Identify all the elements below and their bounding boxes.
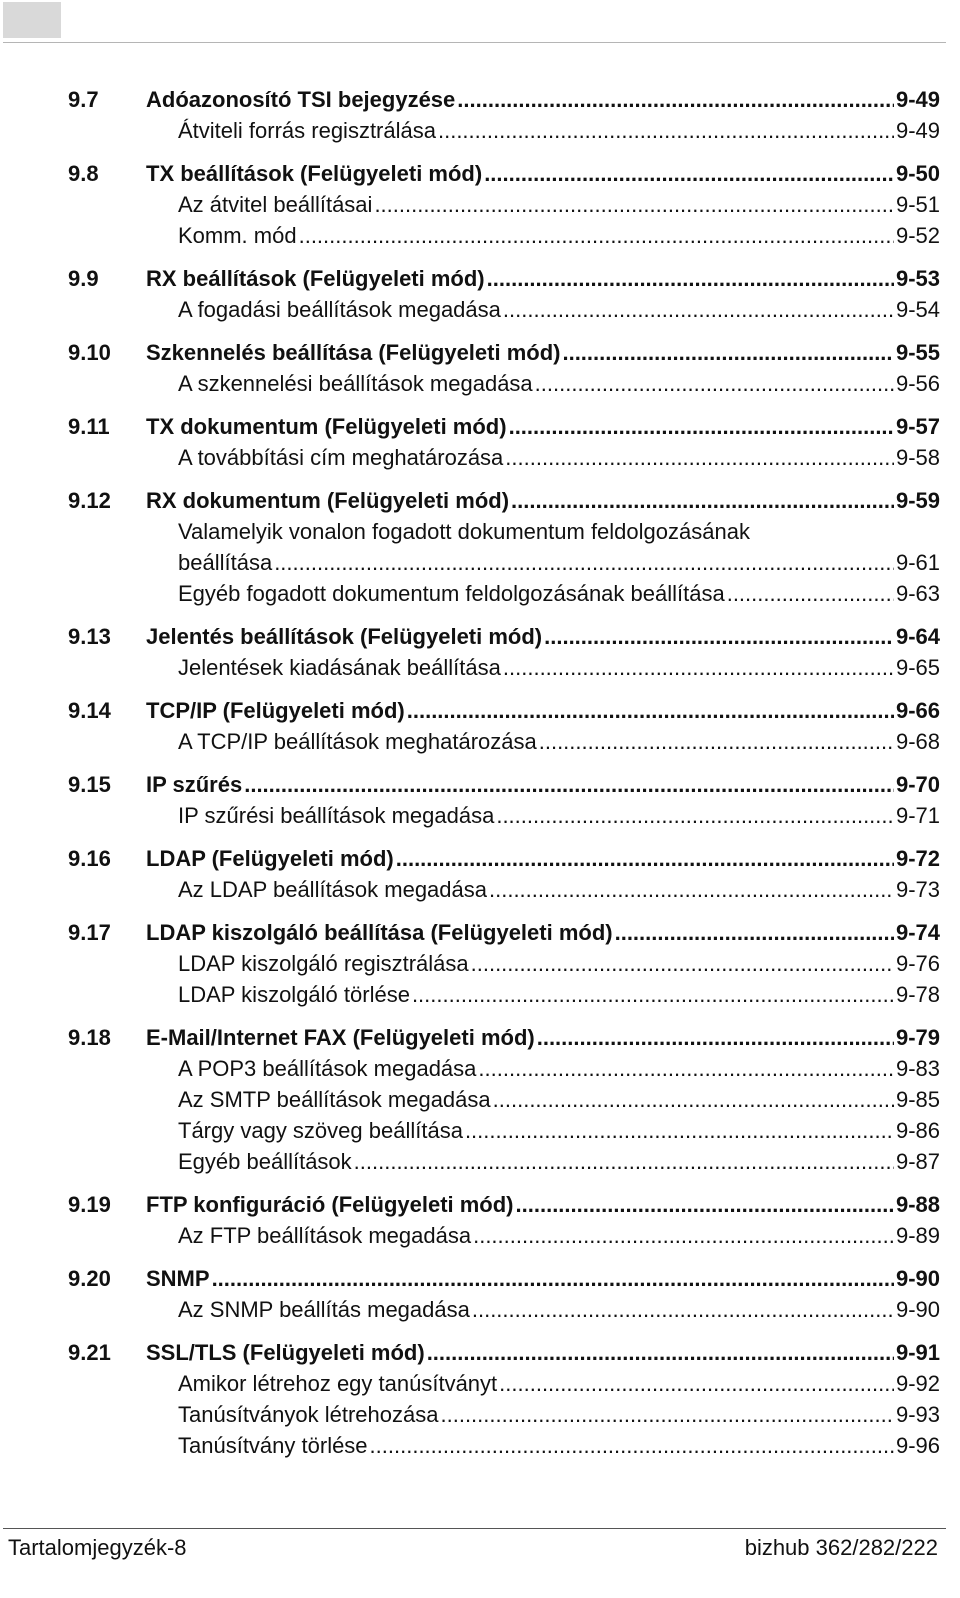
dot-leader (473, 1220, 894, 1251)
dot-leader (427, 1337, 894, 1368)
page-number: 9-90 (895, 1266, 940, 1291)
subsection-title: Az átvitel beállításai (178, 192, 373, 217)
section-number: 9.16 (68, 846, 111, 871)
toc-subentry[interactable] (68, 368, 940, 399)
page-number: 9-85 (895, 1087, 940, 1112)
toc-entry-9-9[interactable] (68, 263, 940, 294)
page-number: 9-52 (895, 223, 940, 248)
subsection-title: A szkennelési beállítások megadása (178, 371, 533, 396)
page-number: 9-86 (895, 1118, 940, 1143)
section-title: RX beállítások (Felügyeleti mód) (146, 266, 485, 291)
subsection-title: Komm. mód (178, 223, 297, 248)
section-title: RX dokumentum (Felügyeleti mód) (146, 488, 510, 513)
dot-leader (493, 1084, 894, 1115)
page-number: 9-68 (895, 729, 940, 754)
page-number: 9-56 (895, 371, 940, 396)
page-number: 9-58 (895, 445, 940, 470)
page-number: 9-73 (895, 877, 940, 902)
dot-leader (441, 1399, 894, 1430)
dot-leader (484, 158, 894, 189)
toc-section (68, 1263, 940, 1325)
toc-section (68, 84, 940, 146)
toc-entry-9-12[interactable] (68, 485, 940, 516)
section-number: 9.7 (68, 87, 99, 112)
dot-leader (478, 1053, 894, 1084)
dot-leader (354, 1146, 894, 1177)
page-number: 9-78 (895, 982, 940, 1007)
toc-entry-9-11[interactable] (68, 411, 940, 442)
footer-product-name: bizhub 362/282/222 (744, 1535, 938, 1560)
subsection-title: Jelentések kiadásának beállítása (178, 655, 501, 680)
toc-entry-9-8[interactable] (68, 158, 940, 189)
section-number: 9.9 (68, 266, 99, 291)
subsection-title: Egyéb beállítások (178, 1149, 352, 1174)
dot-leader (465, 1115, 894, 1146)
page-number: 9-65 (895, 655, 940, 680)
dot-leader (539, 726, 894, 757)
page-number: 9-63 (895, 581, 940, 606)
section-title: TCP/IP (Felügyeleti mód) (146, 698, 405, 723)
dot-leader (537, 1022, 894, 1053)
subsection-title-line: Valamelyik vonalon fogadott dokumentum feldolgozásának (178, 519, 750, 544)
toc-section (68, 337, 940, 399)
section-title: IP szűrés (146, 772, 243, 797)
dot-leader (511, 485, 894, 516)
dot-leader (727, 578, 894, 609)
bottom-rule (3, 1528, 946, 1529)
page-number: 9-66 (895, 698, 940, 723)
dot-leader (516, 1189, 894, 1220)
toc-subentry[interactable] (68, 442, 940, 473)
dot-leader (370, 1430, 894, 1461)
toc-entry-9-17[interactable] (68, 917, 940, 948)
subsection-title: A POP3 beállítások megadása (178, 1056, 477, 1081)
toc-section (68, 1022, 940, 1177)
dot-leader (489, 874, 894, 905)
page-number: 9-71 (895, 803, 940, 828)
section-title: TX dokumentum (Felügyeleti mód) (146, 414, 507, 439)
section-number: 9.19 (68, 1192, 111, 1217)
section-number: 9.18 (68, 1025, 111, 1050)
subsection-title: A TCP/IP beállítások meghatározása (178, 729, 537, 754)
dot-leader (503, 652, 894, 683)
subsection-title: A továbbítási cím meghatározása (178, 445, 504, 470)
page-number: 9-93 (895, 1402, 940, 1427)
subsection-title: Tanúsítvány törlése (178, 1433, 368, 1458)
top-rule (3, 42, 946, 43)
section-title: TX beállítások (Felügyeleti mód) (146, 161, 483, 186)
section-title: LDAP (Felügyeleti mód) (146, 846, 394, 871)
dot-leader (212, 1263, 894, 1294)
subsection-title: LDAP kiszolgáló törlése (178, 982, 410, 1007)
section-number: 9.15 (68, 772, 111, 797)
toc-subentry[interactable] (68, 979, 940, 1010)
page-number: 9-61 (895, 550, 940, 575)
section-number: 9.12 (68, 488, 111, 513)
section-title: SSL/TLS (Felügyeleti mód) (146, 1340, 425, 1365)
dot-leader (299, 220, 894, 251)
toc-section (68, 158, 940, 251)
toc-entry-9-19[interactable] (68, 1189, 940, 1220)
toc-section (68, 485, 940, 609)
toc-section (68, 411, 940, 473)
section-number: 9.10 (68, 340, 111, 365)
page-number: 9-87 (895, 1149, 940, 1174)
page-number: 9-88 (895, 1192, 940, 1217)
subsection-title: Az FTP beállítások megadása (178, 1223, 472, 1248)
page-number: 9-57 (895, 414, 940, 439)
dot-leader (457, 84, 894, 115)
page-number: 9-91 (895, 1340, 940, 1365)
section-title: FTP konfiguráció (Felügyeleti mód) (146, 1192, 514, 1217)
page-number: 9-83 (895, 1056, 940, 1081)
page-number: 9-74 (895, 920, 940, 945)
subsection-title: LDAP kiszolgáló regisztrálása (178, 951, 469, 976)
toc-subentry[interactable] (68, 547, 940, 578)
section-title: Jelentés beállítások (Felügyeleti mód) (146, 624, 543, 649)
toc-subentry[interactable] (68, 1368, 940, 1399)
corner-tab (3, 2, 61, 38)
subsection-title: Amikor létrehoz egy tanúsítványt (178, 1371, 498, 1396)
toc-section (68, 1337, 940, 1461)
page-number: 9-64 (895, 624, 940, 649)
dot-leader (535, 368, 894, 399)
toc-section (68, 917, 940, 1010)
dot-leader (471, 948, 894, 979)
section-title: Szkennelés beállítása (Felügyeleti mód) (146, 340, 561, 365)
subsection-title: Tárgy vagy szöveg beállítása (178, 1118, 463, 1143)
page-number: 9-51 (895, 192, 940, 217)
toc-entry-9-13[interactable] (68, 621, 940, 652)
subsection-title: A fogadási beállítások megadása (178, 297, 501, 322)
dot-leader (496, 800, 894, 831)
dot-leader (407, 695, 894, 726)
page-number: 9-70 (895, 772, 940, 797)
toc-subentry[interactable] (68, 726, 940, 757)
page-number: 9-92 (895, 1371, 940, 1396)
page-number: 9-55 (895, 340, 940, 365)
subsection-title: Az LDAP beállítások megadása (178, 877, 487, 902)
dot-leader (374, 189, 894, 220)
toc-subentry[interactable] (68, 800, 940, 831)
dot-leader (438, 115, 894, 146)
toc-subentry[interactable] (68, 1399, 940, 1430)
section-number: 9.13 (68, 624, 111, 649)
toc-entry-9-18[interactable] (68, 1022, 940, 1053)
toc-section (68, 1189, 940, 1251)
toc-section (68, 843, 940, 905)
toc-section (68, 621, 940, 683)
toc-entry-9-16[interactable] (68, 843, 940, 874)
page-number: 9-54 (895, 297, 940, 322)
dot-leader (487, 263, 894, 294)
section-number: 9.21 (68, 1340, 111, 1365)
subsection-title: IP szűrési beállítások megadása (178, 803, 495, 828)
section-title: LDAP kiszolgáló beállítása (Felügyeleti mód) (146, 920, 613, 945)
toc-subentry[interactable] (68, 578, 940, 609)
dot-leader (544, 621, 894, 652)
toc-entry-9-15[interactable] (68, 769, 940, 800)
page-number: 9-89 (895, 1223, 940, 1248)
dot-leader (274, 547, 894, 578)
section-title: SNMP (146, 1266, 210, 1291)
page-number: 9-50 (895, 161, 940, 186)
dot-leader (505, 442, 894, 473)
toc-entry-9-20[interactable] (68, 1263, 940, 1294)
toc-subentry[interactable] (68, 294, 940, 325)
section-title: E-Mail/Internet FAX (Felügyeleti mód) (146, 1025, 535, 1050)
dot-leader (472, 1294, 894, 1325)
dot-leader (499, 1368, 894, 1399)
toc-subentry[interactable] (68, 1053, 940, 1084)
toc-subentry[interactable] (68, 948, 940, 979)
page-number: 9-76 (895, 951, 940, 976)
dot-leader (562, 337, 893, 368)
page-number: 9-96 (895, 1433, 940, 1458)
page-number: 9-79 (895, 1025, 940, 1050)
table-of-contents (68, 84, 940, 1473)
toc-subentry[interactable] (68, 1430, 940, 1461)
subsection-title: Átviteli forrás regisztrálása (178, 118, 436, 143)
toc-subentry[interactable] (68, 189, 940, 220)
toc-entry-9-10[interactable] (68, 337, 940, 368)
page-number: 9-53 (895, 266, 940, 291)
dot-leader (615, 917, 894, 948)
toc-subentry[interactable] (68, 1115, 940, 1146)
toc-subentry[interactable] (68, 115, 940, 146)
page-number: 9-49 (895, 87, 940, 112)
toc-section (68, 695, 940, 757)
section-number: 9.14 (68, 698, 111, 723)
toc-section (68, 263, 940, 325)
dot-leader (396, 843, 894, 874)
toc-subentry[interactable] (68, 1146, 940, 1177)
toc-entry-9-21[interactable] (68, 1337, 940, 1368)
toc-subentry[interactable] (68, 1220, 940, 1251)
dot-leader (412, 979, 894, 1010)
subsection-title: Az SMTP beállítások megadása (178, 1087, 491, 1112)
dot-leader (244, 769, 894, 800)
page-number: 9-90 (895, 1297, 940, 1322)
section-number: 9.20 (68, 1266, 111, 1291)
dot-leader (503, 294, 894, 325)
toc-section (68, 769, 940, 831)
section-title: Adóazonosító TSI bejegyzése (146, 87, 456, 112)
page-number: 9-72 (895, 846, 940, 871)
section-number: 9.11 (68, 414, 110, 439)
page-number: 9-59 (895, 488, 940, 513)
toc-subentry[interactable] (68, 220, 940, 251)
subsection-title: Egyéb fogadott dokumentum feldolgozásának beállítása (178, 581, 725, 606)
subsection-title: beállítása (178, 550, 273, 575)
toc-subentry[interactable] (68, 1294, 940, 1325)
subsection-title: Tanúsítványok létrehozása (178, 1402, 439, 1427)
toc-subentry[interactable] (68, 874, 940, 905)
toc-entry-9-7[interactable] (68, 84, 940, 115)
dot-leader (509, 411, 894, 442)
toc-subentry[interactable] (68, 1084, 940, 1115)
page-number: 9-49 (895, 118, 940, 143)
footer-page-label: Tartalomjegyzék-8 (8, 1535, 187, 1560)
toc-entry-9-14[interactable] (68, 695, 940, 726)
toc-subentry[interactable] (68, 652, 940, 683)
section-number: 9.8 (68, 161, 99, 186)
section-number: 9.17 (68, 920, 111, 945)
subsection-title: Az SNMP beállítás megadása (178, 1297, 470, 1322)
